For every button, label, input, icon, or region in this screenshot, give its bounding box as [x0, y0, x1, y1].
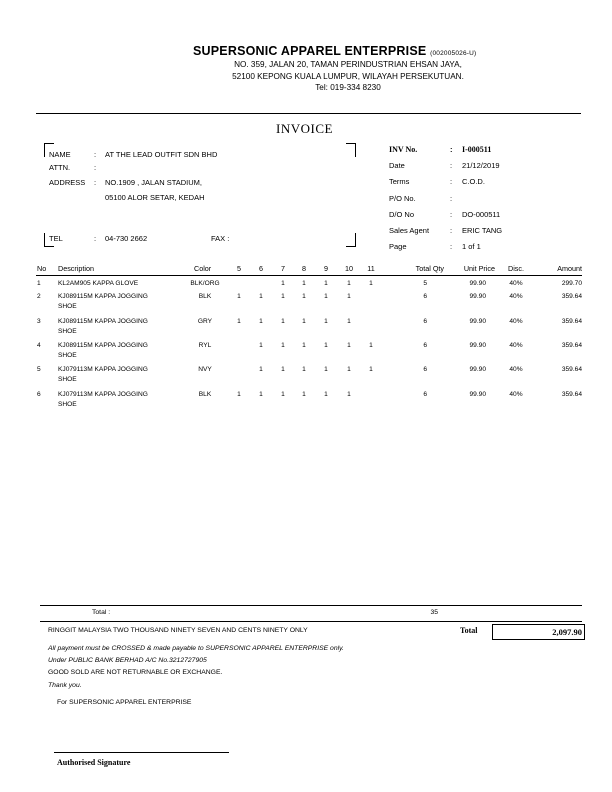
cell-disc: 40%: [509, 342, 523, 349]
date-value: 21/12/2019: [462, 161, 500, 170]
document-title: INVOICE: [276, 121, 333, 136]
cell-disc: 40%: [509, 293, 523, 300]
cell-size-8: 1: [302, 391, 306, 398]
cell-size-7: 1: [281, 342, 285, 349]
colon: :: [94, 234, 97, 243]
cell-description-line2: SHOE: [58, 352, 77, 359]
cell-total-qty: 6: [423, 342, 427, 349]
cell-size-9: 1: [324, 293, 328, 300]
customer-attn-label: ATTN.: [49, 163, 71, 172]
cell-size-10: 1: [347, 293, 351, 300]
company-address-line2: 52100 KEPONG KUALA LUMPUR, WILAYAH PERSEKUTUAN.: [232, 72, 464, 81]
cell-unit-price: 99.90: [469, 318, 486, 325]
col-header-size-7: 7: [281, 264, 285, 273]
cell-size-8: 1: [302, 366, 306, 373]
totals-divider-top: [40, 605, 582, 606]
cell-size-7: 1: [281, 366, 285, 373]
cell-no: 1: [37, 280, 41, 287]
cell-amount: 299.70: [561, 280, 582, 287]
grand-total-value: 2,097.90: [552, 627, 582, 637]
col-header-unit-price: Unit Price: [463, 264, 495, 273]
cell-size-10: 1: [347, 318, 351, 325]
customer-name-label: NAME: [49, 150, 71, 159]
cell-size-5: 1: [237, 293, 241, 300]
colon: :: [94, 163, 97, 172]
signature-for-text: For SUPERSONIC APPAREL ENTERPRISE: [57, 699, 192, 706]
cell-size-6: 1: [259, 391, 263, 398]
grand-total-label: Total: [460, 626, 478, 635]
cell-color: GRY: [197, 318, 213, 325]
cell-unit-price: 99.90: [469, 342, 486, 349]
table-header-divider: [36, 275, 582, 276]
cell-no: 6: [37, 391, 41, 398]
cell-amount: 359.64: [561, 391, 582, 398]
cell-size-9: 1: [324, 318, 328, 325]
customer-address-line2: 05100 ALOR SETAR, KEDAH: [105, 193, 205, 202]
customer-tel: 04-730 2662: [105, 234, 148, 243]
company-name: SUPERSONIC APPAREL ENTERPRISE (002005026-U): [193, 44, 477, 58]
colon: :: [450, 210, 453, 219]
colon: :: [450, 194, 453, 203]
cell-size-6: 1: [259, 342, 263, 349]
company-tel: Tel: 019-334 8230: [315, 83, 381, 92]
colon: :: [450, 145, 453, 154]
return-policy-note: GOOD SOLD ARE NOT RETURNABLE OR EXCHANGE.: [48, 669, 223, 676]
cell-size-8: 1: [302, 342, 306, 349]
cell-size-9: 1: [324, 366, 328, 373]
col-header-size-10: 10: [345, 264, 353, 273]
cell-size-7: 1: [281, 318, 285, 325]
cell-size-10: 1: [347, 342, 351, 349]
col-header-amount: Amount: [557, 264, 582, 273]
cell-description: KL2AM905 KAPPA GLOVE: [58, 280, 139, 287]
cell-no: 4: [37, 342, 41, 349]
cell-color: BLK: [198, 293, 212, 300]
page-label: Page: [389, 242, 407, 251]
cell-size-5: 1: [237, 391, 241, 398]
col-header-size-5: 5: [237, 264, 241, 273]
col-header-color: Color: [194, 264, 212, 273]
do-no-value: DO-000511: [462, 210, 501, 219]
total-qty: 35: [430, 609, 438, 616]
customer-tel-label: TEL: [49, 234, 63, 243]
cell-no: 5: [37, 366, 41, 373]
colon: :: [94, 150, 97, 159]
customer-address-line1: NO.1909 , JALAN STADIUM,: [105, 178, 202, 187]
cell-color: BLK: [198, 391, 212, 398]
cell-disc: 40%: [509, 318, 523, 325]
col-header-size-6: 6: [259, 264, 263, 273]
customer-box-corner: [346, 143, 356, 157]
cell-amount: 359.64: [561, 342, 582, 349]
total-label: Total :: [92, 609, 111, 616]
col-header-size-11: 11: [367, 264, 375, 273]
cell-no: 3: [37, 318, 41, 325]
cell-size-7: 1: [281, 293, 285, 300]
cell-total-qty: 6: [423, 391, 427, 398]
colon: :: [94, 178, 97, 187]
customer-box-corner: [346, 233, 356, 247]
terms-value: C.O.D.: [462, 177, 485, 186]
cell-description-line2: SHOE: [58, 328, 77, 335]
cell-size-9: 1: [324, 280, 328, 287]
cell-amount: 359.64: [561, 293, 582, 300]
cell-total-qty: 6: [423, 293, 427, 300]
signature-label: Authorised Signature: [57, 758, 131, 767]
cell-color: BLK/ORG: [190, 280, 220, 287]
cell-total-qty: 6: [423, 366, 427, 373]
cell-total-qty: 5: [423, 280, 427, 287]
cell-unit-price: 99.90: [469, 280, 486, 287]
cell-size-11: 1: [369, 280, 373, 287]
company-address-line1: NO. 359, JALAN 20, TAMAN PERINDUSTRIAN EHSAN JAYA,: [234, 60, 462, 69]
inv-no-label: INV No.: [389, 145, 418, 154]
po-no-label: P/O No.: [389, 194, 416, 203]
cell-size-10: 1: [347, 391, 351, 398]
inv-no-value: I-000511: [462, 145, 492, 154]
cell-size-10: 1: [347, 280, 351, 287]
cell-size-9: 1: [324, 342, 328, 349]
cell-size-11: 1: [369, 366, 373, 373]
cell-description: KJ089115M KAPPA JOGGING: [58, 342, 148, 349]
cell-description: KJ089115M KAPPA JOGGING: [58, 318, 148, 325]
col-header-size-9: 9: [324, 264, 328, 273]
cell-description: KJ089115M KAPPA JOGGING: [58, 293, 148, 300]
col-header-size-8: 8: [302, 264, 306, 273]
cell-size-10: 1: [347, 366, 351, 373]
col-header-no: No: [37, 264, 47, 273]
do-no-label: D/O No: [389, 210, 415, 219]
col-header-description: Description: [58, 264, 94, 273]
cell-unit-price: 99.90: [469, 366, 486, 373]
cell-description: KJ079113M KAPPA JOGGING: [58, 391, 148, 398]
date-label: Date: [389, 161, 405, 170]
header-divider: [36, 113, 581, 114]
cell-unit-price: 99.90: [469, 391, 486, 398]
cell-size-7: 1: [281, 280, 285, 287]
company-reg-no: (002005026-U): [430, 50, 477, 57]
cell-disc: 40%: [509, 366, 523, 373]
cell-disc: 40%: [509, 391, 523, 398]
totals-divider-bottom: [40, 621, 582, 622]
amount-in-words: RINGGIT MALAYSIA TWO THOUSAND NINETY SEVEN AND CENTS NINETY ONLY: [48, 627, 308, 634]
thank-you-note: Thank you.: [48, 682, 82, 689]
customer-address-label: ADDRESS: [49, 178, 86, 187]
cell-disc: 40%: [509, 280, 523, 287]
cell-size-6: 1: [259, 366, 263, 373]
cell-size-5: 1: [237, 318, 241, 325]
terms-label: Terms: [389, 177, 410, 186]
customer-name: AT THE LEAD OUTFIT SDN BHD: [105, 150, 218, 159]
cell-size-9: 1: [324, 391, 328, 398]
cell-description-line2: SHOE: [58, 303, 77, 310]
cell-description: KJ079113M KAPPA JOGGING: [58, 366, 148, 373]
sales-agent-value: ERIC TANG: [462, 226, 503, 235]
cell-amount: 359.64: [561, 318, 582, 325]
cell-size-7: 1: [281, 391, 285, 398]
payment-note: All payment must be CROSSED & made payable to SUPERSONIC APPAREL ENTERPRISE only.: [48, 645, 344, 652]
col-header-total-qty: Total Qty: [415, 264, 444, 273]
page-value: 1 of 1: [462, 242, 481, 251]
cell-size-8: 1: [302, 318, 306, 325]
cell-description-line2: SHOE: [58, 401, 77, 408]
col-header-disc: Disc.: [508, 264, 524, 273]
cell-size-6: 1: [259, 318, 263, 325]
cell-amount: 359.64: [561, 366, 582, 373]
cell-total-qty: 6: [423, 318, 427, 325]
cell-no: 2: [37, 293, 41, 300]
bank-note: Under PUBLIC BANK BERHAD A/C No.3212727905: [48, 657, 207, 664]
customer-fax-label: FAX :: [211, 234, 230, 243]
colon: :: [450, 242, 453, 251]
cell-size-6: 1: [259, 293, 263, 300]
sales-agent-label: Sales Agent: [389, 226, 430, 235]
cell-size-11: 1: [369, 342, 373, 349]
cell-color: NVY: [198, 366, 212, 373]
cell-size-8: 1: [302, 293, 306, 300]
colon: :: [450, 161, 453, 170]
cell-unit-price: 99.90: [469, 293, 486, 300]
cell-size-8: 1: [302, 280, 306, 287]
colon: :: [450, 177, 453, 186]
cell-description-line2: SHOE: [58, 376, 77, 383]
signature-line: [54, 752, 229, 753]
colon: :: [450, 226, 453, 235]
cell-color: RYL: [198, 342, 212, 349]
